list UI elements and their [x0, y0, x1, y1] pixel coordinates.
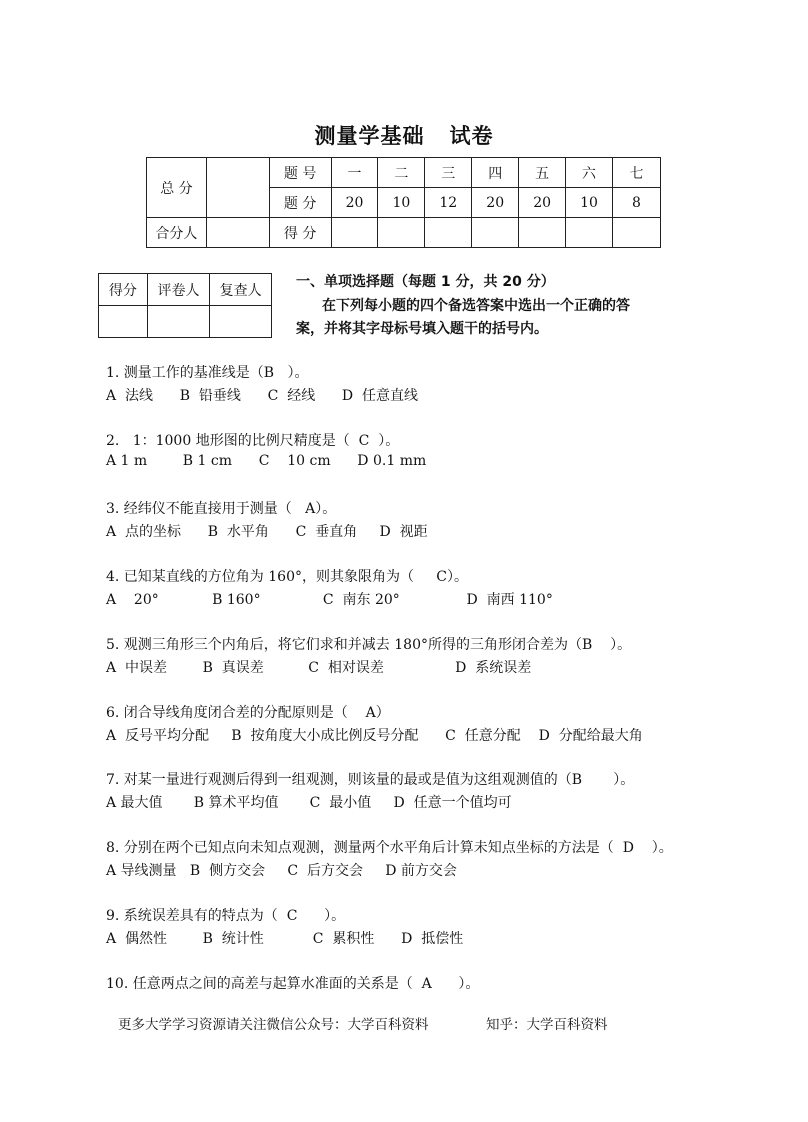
- score-cell: [378, 218, 425, 248]
- grader-score-cell: [99, 306, 148, 338]
- question-number-cell: 一: [331, 158, 378, 188]
- grader-score-label: 得分: [99, 274, 148, 306]
- score-cell: [612, 218, 660, 248]
- question-stem: 9. 系统误差具有的特点为（ C ）。: [106, 908, 346, 924]
- question-number-cell: 五: [519, 158, 566, 188]
- question-options: A 反号平均分配 B 按角度大小成比例反号分配 C 任意分配 D 分配给最大角: [106, 728, 643, 744]
- question-options: A 1 m B 1 cm C 10 cm D 0.1 mm: [106, 453, 427, 469]
- score-cell: [566, 218, 613, 248]
- question-number-cell: 四: [472, 158, 519, 188]
- score-cell: [425, 218, 472, 248]
- question-stem: 1. 测量工作的基准线是（B ）。: [106, 365, 309, 381]
- question-stem: 7. 对某一量进行观测后得到一组观测，则该量的最或是值为这组观测值的（B ）。: [106, 772, 635, 788]
- score-cell: [331, 218, 378, 248]
- question-number-label: 题 号: [269, 158, 331, 188]
- totaler-label: 合分人: [147, 218, 207, 248]
- question-stem: 8. 分别在两个已知点向未知点观测，测量两个水平角后计算未知点坐标的方法是（ D ）。: [106, 840, 673, 856]
- score-table: [146, 157, 661, 248]
- grader-cell: [147, 306, 210, 338]
- question-number-cell: 二: [378, 158, 425, 188]
- question-options: A 点的坐标 B 水平角 C 垂直角 D 视距: [106, 524, 428, 540]
- total-label-cell: 总 分: [147, 158, 207, 218]
- question-number-cell: 七: [612, 158, 660, 188]
- section-instruction-line1: 在下列每小题的四个备选答案中选出一个正确的答: [322, 298, 630, 314]
- points-cell: 10: [378, 188, 425, 218]
- section-heading: 一、单项选择题（每题 1 分，共 20 分）: [296, 274, 555, 290]
- points-label: 题 分: [269, 188, 331, 218]
- question-options: A 20° B 160° C 南东 20° D 南西 110°: [106, 592, 553, 608]
- reviewer-label: 复查人: [210, 274, 272, 306]
- totaler-value-cell: [206, 218, 269, 248]
- points-cell: 12: [425, 188, 472, 218]
- grader-label: 评卷人: [147, 274, 210, 306]
- question-stem: 2. 1：1000 地形图的比例尺精度是（ C ）。: [106, 433, 400, 449]
- footer-zhihu: 知乎：大学百科资料: [486, 1017, 608, 1033]
- question-options: A 中误差 B 真误差 C 相对误差 D 系统误差: [106, 660, 532, 676]
- question-stem: 3. 经纬仪不能直接用于测量（ A）。: [106, 501, 337, 517]
- question-options: A 偶然性 B 统计性 C 累积性 D 抵偿性: [106, 931, 464, 947]
- page-title: 测量学基础 试卷: [314, 123, 494, 148]
- points-cell: 20: [472, 188, 519, 218]
- score-cell: [472, 218, 519, 248]
- question-number-cell: 六: [566, 158, 613, 188]
- question-options: A 法线 B 铅垂线 C 经线 D 任意直线: [106, 388, 419, 404]
- question-stem: 6. 闭合导线角度闭合差的分配原则是（ A）: [106, 705, 390, 721]
- grader-table: [98, 273, 272, 338]
- question-options: A 导线测量 B 侧方交会 C 后方交会 D 前方交会: [106, 863, 457, 879]
- score-cell: [519, 218, 566, 248]
- footer-wechat: 更多大学学习资源请关注微信公众号：大学百科资料: [118, 1017, 429, 1033]
- question-stem: 4. 已知某直线的方位角为 160°，则其象限角为（ C）。: [106, 569, 468, 585]
- points-cell: 20: [331, 188, 378, 218]
- reviewer-cell: [210, 306, 272, 338]
- section-instruction-line2: 案，并将其字母标号填入题干的括号内。: [296, 321, 548, 337]
- points-cell: 8: [612, 188, 660, 218]
- points-cell: 10: [566, 188, 613, 218]
- question-stem: 10. 任意两点之间的高差与起算水准面的关系是（ A ）。: [106, 976, 480, 992]
- points-cell: 20: [519, 188, 566, 218]
- total-value-cell: [206, 158, 269, 218]
- question-number-cell: 三: [425, 158, 472, 188]
- question-options: A 最大值 B 算术平均值 C 最小值 D 任意一个值均可: [106, 795, 512, 811]
- question-stem: 5. 观测三角形三个内角后，将它们求和并减去 180°所得的三角形闭合差为（B ）。: [106, 637, 632, 653]
- score-label: 得 分: [269, 218, 331, 248]
